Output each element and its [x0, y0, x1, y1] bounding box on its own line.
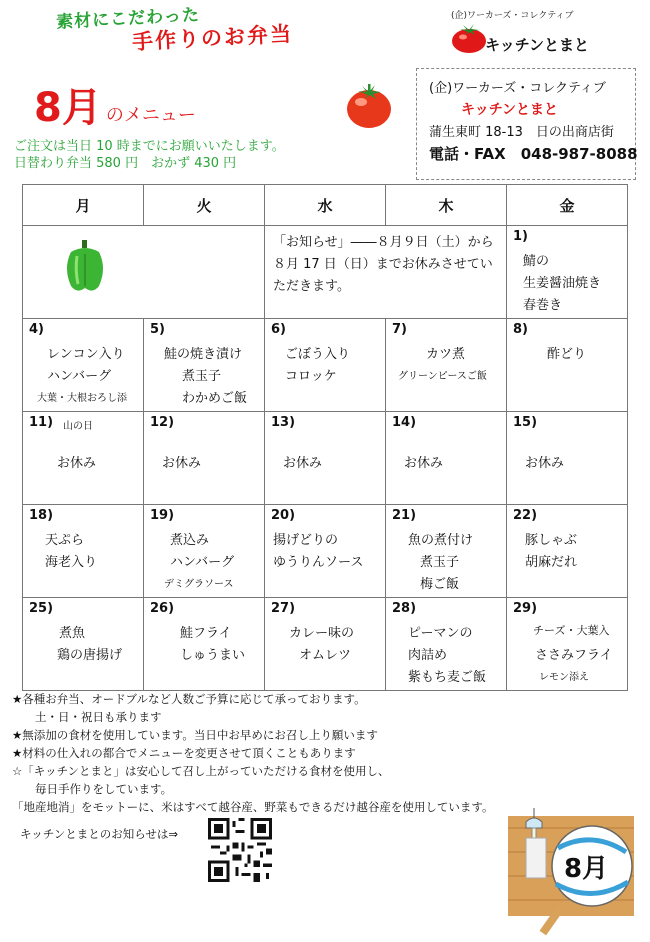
calendar-cell-d13 — [265, 412, 386, 505]
menu-line: ピーマンの — [408, 626, 473, 641]
menu-line: 酢どり — [547, 347, 587, 362]
logo — [445, 8, 635, 58]
menu-line: ゆうりんソース — [273, 555, 364, 570]
holiday-label: 山の日 — [63, 421, 93, 432]
calendar-cell-empty — [23, 226, 265, 319]
weekday-tue: 火 — [144, 185, 265, 226]
order-deadline: ご注文は当日 10 時までにお願いいたします。 — [14, 139, 285, 154]
headline-line1: 素材にこだわった — [55, 5, 201, 33]
menu-line: 鶏の唐揚げ — [57, 648, 123, 663]
qr-code-icon[interactable] — [208, 818, 272, 882]
day-number: 28) — [392, 601, 417, 616]
weekday-header-row — [23, 185, 628, 226]
menu-line: 豚しゃぶ — [525, 533, 578, 548]
menu-line: お休み — [283, 456, 323, 471]
footer-line: 「地産地消」をモットーに、米はすべて越谷産、野菜もできるだけ越谷産を使用しています。 — [12, 800, 494, 814]
menu-line: 紫もち麦ご飯 — [408, 670, 487, 685]
day-number: 5) — [150, 322, 165, 337]
menu-line: お休み — [162, 456, 202, 471]
headline-line2: 手作りのお弁当 — [131, 21, 294, 55]
day-number: 27) — [271, 601, 296, 616]
logo-name: キッチンとまと — [485, 36, 589, 54]
day-number: 29) — [513, 601, 538, 616]
menu-line: 肉詰め — [408, 648, 448, 663]
weekday-fri: 金 — [507, 185, 628, 226]
menu-line: レンコン入り — [47, 347, 125, 362]
menu-calendar — [22, 184, 628, 691]
weekday-wed: 水 — [265, 185, 386, 226]
day-number: 11) — [29, 415, 54, 430]
menu-line: 大葉・大根おろし添 — [37, 393, 127, 404]
calendar-cell-d20 — [265, 505, 386, 598]
day-number: 4) — [29, 322, 44, 337]
menu-line: ハンバーグ — [47, 369, 112, 384]
menu-line: 海老入り — [45, 555, 98, 570]
shop-phone: 電話・FAX 048-987-8088 — [429, 145, 638, 163]
menu-line: ハンバーグ — [170, 555, 235, 570]
calendar-cell-d11 — [23, 412, 144, 505]
calendar-cell-d1 — [507, 226, 628, 319]
shop-org: (企)ワーカーズ・コレクティブ — [429, 81, 606, 96]
day-number: 8) — [513, 322, 528, 337]
menu-line: オムレツ — [299, 648, 352, 663]
menu-line: 鮭の焼き漬け — [164, 347, 243, 362]
calendar-week — [23, 319, 628, 412]
calendar-cell-d29 — [507, 598, 628, 691]
shop-info-box — [416, 68, 636, 180]
calendar-week — [23, 598, 628, 691]
calendar-cell-d25 — [23, 598, 144, 691]
day-number: 19) — [150, 508, 175, 523]
calendar-cell-d12 — [144, 412, 265, 505]
calendar-cell-d27 — [265, 598, 386, 691]
menu-line: 鮭フライ — [180, 626, 232, 641]
menu-line: わかめご飯 — [182, 391, 248, 406]
calendar-week — [23, 505, 628, 598]
day-number: 22) — [513, 508, 538, 523]
day-number: 7) — [392, 322, 407, 337]
calendar-cell-d22 — [507, 505, 628, 598]
announcement-cell — [265, 226, 507, 319]
calendar-cell-d21 — [386, 505, 507, 598]
qr-label: キッチンとまとのお知らせは⇒ — [20, 827, 178, 841]
day-number: 25) — [29, 601, 54, 616]
month-label: 8月 — [34, 85, 102, 131]
menu-line: デミグラソース — [164, 579, 234, 590]
menu-line: 春巻き — [523, 298, 563, 313]
order-notice — [14, 138, 285, 172]
menu-line: グリーンピースご飯 — [398, 371, 487, 382]
paper-fan — [508, 808, 634, 938]
calendar-cell-d18 — [23, 505, 144, 598]
fan-month-label: 8月 — [564, 854, 609, 884]
month-title — [34, 76, 196, 133]
footer-line: 土・日・祝日も承ります — [12, 710, 162, 724]
menu-line: レモン添え — [539, 672, 589, 683]
menu-line: 煮魚 — [59, 626, 86, 641]
calendar-cell-d28 — [386, 598, 507, 691]
announcement-text: 「お知らせ」――８月９日（土）から８月 17 日（日）までお休みさせていただきます。 — [273, 235, 494, 294]
menu-line: 揚げどりの — [273, 533, 339, 548]
day-number: 21) — [392, 508, 417, 523]
menu-line: カツ煮 — [426, 347, 466, 362]
menu-line: お休み — [404, 456, 444, 471]
menu-line: カレー味の — [289, 626, 355, 641]
green-pepper-icon — [63, 238, 107, 294]
menu-line: 梅ご飯 — [420, 577, 460, 592]
calendar-cell-d4 — [23, 319, 144, 412]
day-number: 1) — [513, 229, 528, 244]
menu-line: 煮玉子 — [420, 555, 460, 570]
tomato-icon — [449, 22, 489, 54]
weekday-thu: 木 — [386, 185, 507, 226]
price-note: 日替わり弁当 580 円 おかず 430 円 — [14, 156, 237, 171]
tomato-icon — [344, 80, 394, 130]
calendar-cell-d7 — [386, 319, 507, 412]
menu-line: 鯖の — [523, 254, 550, 269]
footer-line: 毎日手作りをしています。 — [12, 782, 173, 796]
day-number: 26) — [150, 601, 175, 616]
menu-line: 煮玉子 — [182, 369, 222, 384]
menu-line: チーズ・大葉入 — [533, 624, 610, 637]
calendar-cell-d19 — [144, 505, 265, 598]
menu-line: ごぼう入り — [285, 347, 351, 362]
day-number: 13) — [271, 415, 296, 430]
day-number: 18) — [29, 508, 54, 523]
logo-org: (企)ワーカーズ・コレクティブ — [451, 11, 574, 21]
day-number: 20) — [271, 508, 296, 523]
shop-address: 蒲生東町 18-13 日の出商店街 — [429, 125, 614, 140]
menu-line: お休み — [525, 456, 565, 471]
calendar-cell-d5 — [144, 319, 265, 412]
calendar-week — [23, 226, 628, 319]
shop-name: キッチンとまと — [461, 102, 559, 118]
month-subtitle: のメニュー — [105, 105, 196, 126]
day-number: 14) — [392, 415, 417, 430]
calendar-cell-d6 — [265, 319, 386, 412]
calendar-cell-d26 — [144, 598, 265, 691]
day-number: 12) — [150, 415, 175, 430]
footer-line: ★各種お弁当、オードブルなど人数ご予算に応じて承っております。 — [12, 692, 366, 706]
footer-line: ☆「キッチンとまと」は安心して召し上がっていただける食材を使用し、 — [12, 764, 390, 778]
menu-line: 生姜醤油焼き — [523, 276, 602, 291]
day-number: 15) — [513, 415, 538, 430]
calendar-cell-d14 — [386, 412, 507, 505]
footer-notes — [12, 690, 494, 816]
menu-line: 胡麻だれ — [525, 555, 578, 570]
footer-line: ★無添加の食材を使用しています。当日中お早めにお召し上り願います — [12, 728, 378, 742]
menu-line: 煮込み — [170, 533, 210, 548]
calendar-week — [23, 412, 628, 505]
menu-line: ささみフライ — [535, 648, 613, 663]
footer-line: ★材料の仕入れの都合でメニューを変更させて頂くこともあります — [12, 746, 356, 760]
menu-line: しゅうまい — [180, 648, 246, 663]
menu-line: お休み — [57, 456, 97, 471]
menu-line: コロッケ — [285, 369, 337, 384]
day-number: 6) — [271, 322, 286, 337]
calendar-cell-d15 — [507, 412, 628, 505]
calendar-cell-d8 — [507, 319, 628, 412]
weekday-mon: 月 — [23, 185, 144, 226]
menu-line: 魚の煮付け — [408, 533, 474, 548]
menu-line: 天ぷら — [45, 533, 85, 548]
